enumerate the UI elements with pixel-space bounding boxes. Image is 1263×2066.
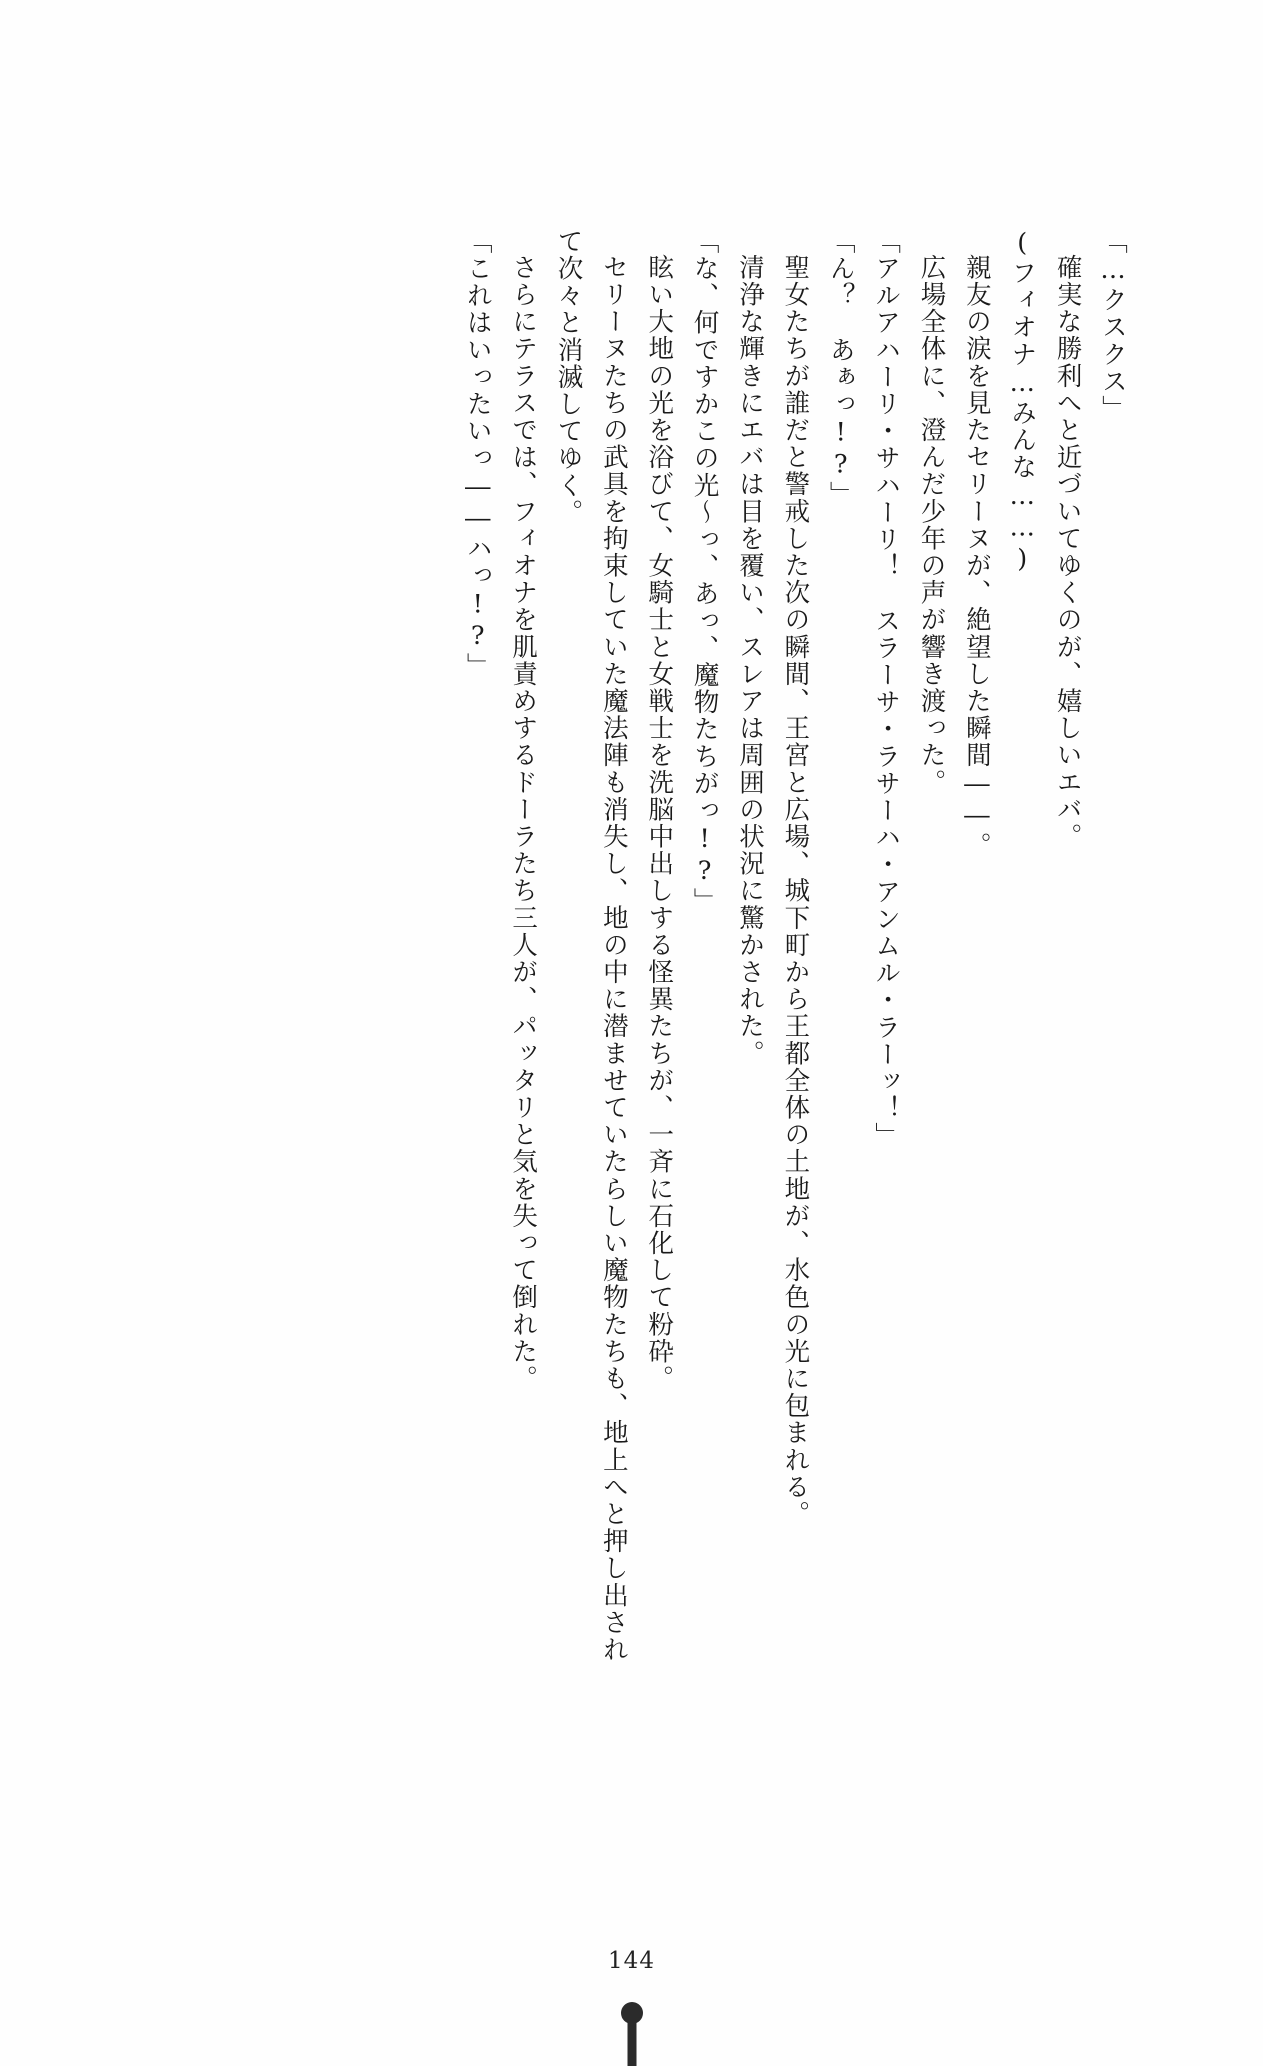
paragraph: 確実な勝利へと近づいてゆくのが、嬉しいエバ。 [1052, 253, 1083, 850]
paragraph: セリーヌたちの武具を拘束していた魔法陣も消失し、地の中に潜ませていたらしい魔物たちも、地上へと押し出されて次々と消滅してゆく。 [553, 228, 629, 1663]
paragraph: 清浄な輝きにエバは目を覆い、スレアは周囲の状況に驚かされた。 [735, 253, 765, 1067]
paragraph: 聖女たちが誰だと警戒した次の瞬間、王宮と広場、城下町から王都全体の土地が、水色の光に包まれる。 [780, 253, 811, 1528]
paragraph: (フィオナ…みんな……) [1007, 228, 1038, 576]
paragraph: 「ん？ あぁっ!?」 [825, 228, 856, 508]
page-number: 144 [608, 1948, 655, 1974]
paragraph: 「アルアハーリ・サハーリ！ スラーサ・ラサーハ・アンムル・ラーッ！」 [871, 228, 902, 1150]
paragraph: 「な、何ですかこの光～っ、あっ、魔物たちがっ!?」 [689, 228, 720, 915]
paragraph: 親友の涙を見たセリーヌが、絶望した瞬間――。 [961, 253, 992, 859]
paragraph: 眩い大地の光を浴びて、女騎士と女戦士を洗脳中出しする怪異たちが、一斉に石化して粉砕。 [644, 253, 675, 1392]
footer-bar-ornament [627, 2010, 636, 2066]
paragraph: さらにテラスでは、フィオナを肌責めするドーラたち三人が、パッタリと気を失って倒れた。 [508, 253, 539, 1392]
paragraph: 「…クスクス」 [1098, 228, 1128, 423]
body-text [125, 228, 1135, 1688]
paragraph: 「これはいったいっ――ハっ!?」 [462, 228, 493, 680]
paragraph: 広場全体に、澄んだ少年の声が響き渡った。 [916, 253, 947, 796]
